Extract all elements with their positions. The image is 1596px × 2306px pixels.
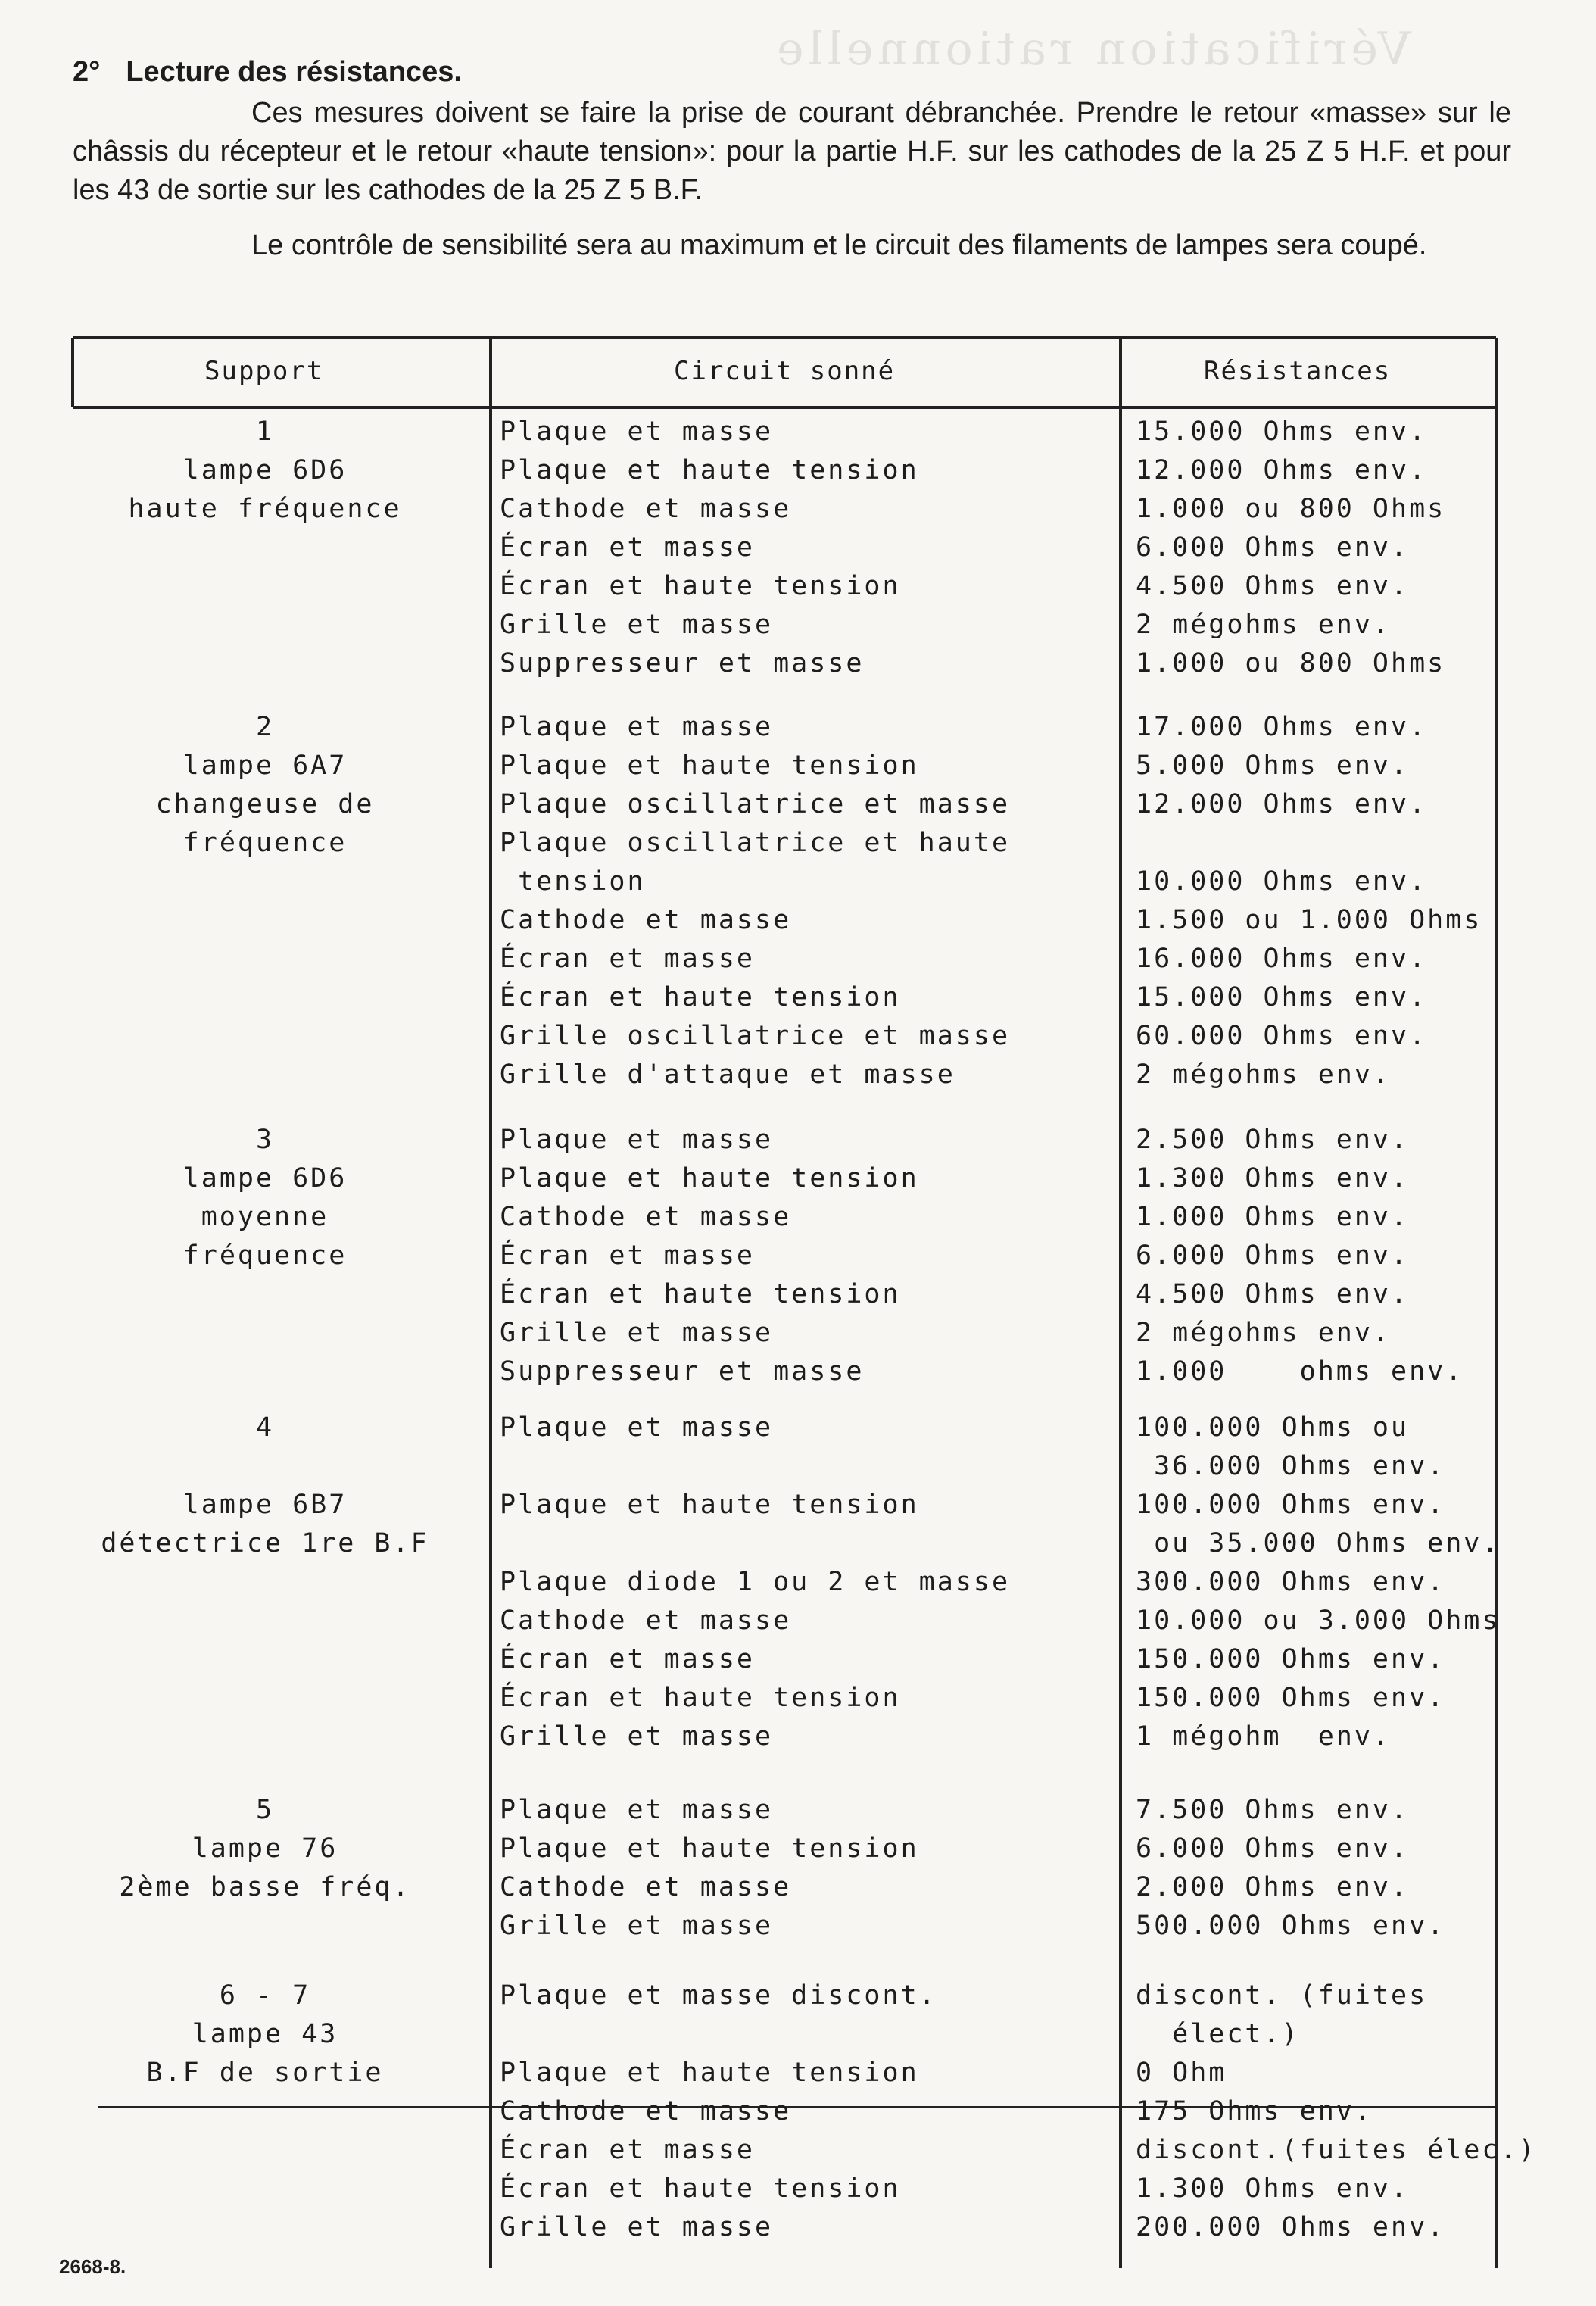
intro-text (73, 94, 1511, 282)
resistance-cell: 15.000 Ohms env. (1136, 417, 1428, 447)
support-cell: fréquence (182, 828, 348, 858)
resistance-cell: 2.000 Ohms env. (1136, 1872, 1410, 1902)
circuit-cell: Écran et haute tension (500, 571, 901, 601)
circuit-cell: Écran et haute tension (500, 1683, 901, 1713)
resistance-cell: 12.000 Ohms env. (1136, 789, 1428, 819)
resistance-cell: discont. (fuites (1136, 1980, 1428, 2011)
circuit-cell: Grille et masse (500, 2212, 774, 2242)
support-cell: 3 (255, 1125, 275, 1155)
circuit-cell: Grille oscillatrice et masse (500, 1021, 1011, 1051)
resistance-cell: 150.000 Ohms env. (1136, 1644, 1446, 1674)
support-cell: 2ème basse fréq. (119, 1872, 411, 1902)
support-cell: lampe 76 (192, 1833, 338, 1864)
circuit-cell: Plaque et masse (500, 1125, 774, 1155)
circuit-cell: Plaque et haute tension (500, 2058, 919, 2088)
support-cell: détectrice 1re B.F (101, 1528, 429, 1559)
intro-paragraph-1: Ces mesures doivent se faire la prise de courant débranchée. Prendre le retour «masse» sur le châssis du récepteur et le retour «haute tension»: pour la partie H.F. sur les cathodes de la 25 Z 5 H.F. et pour les 43 de sortie sur les cathodes de la 25 Z 5 B.F. (73, 97, 1511, 206)
circuit-cell: Plaque et masse discont. (500, 1980, 937, 2011)
resistance-cell: 1.000 ohms env. (1136, 1356, 1464, 1387)
header-resistance: Résistances (1204, 356, 1392, 386)
support-cell: lampe 6D6 (182, 1163, 348, 1194)
circuit-cell: Plaque et haute tension (500, 1833, 919, 1864)
resistance-cell: 4.500 Ohms env. (1136, 1279, 1410, 1309)
resistance-cell: 2 mégohms env. (1136, 610, 1392, 640)
support-cell: 2 (255, 712, 275, 742)
circuit-cell: Écran et haute tension (500, 1279, 901, 1309)
circuit-cell: tension (500, 866, 646, 897)
resistance-cell: 6.000 Ohms env. (1136, 1833, 1410, 1864)
resistance-cell: 12.000 Ohms env. (1136, 455, 1428, 485)
circuit-cell: Plaque et masse (500, 417, 774, 447)
resistance-cell: 2.500 Ohms env. (1136, 1125, 1410, 1155)
support-cell: changeuse de (155, 789, 375, 819)
support-cell: lampe 43 (192, 2019, 338, 2049)
circuit-cell: Grille d'attaque et masse (500, 1059, 955, 1090)
page-code: 2668-8. (59, 2255, 126, 2278)
circuit-cell: Plaque diode 1 ou 2 et masse (500, 1567, 1011, 1597)
resistance-cell: 6.000 Ohms env. (1136, 532, 1410, 563)
section-number: 2° (73, 56, 101, 88)
resistance-cell: 16.000 Ohms env. (1136, 944, 1428, 974)
circuit-cell: Plaque et haute tension (500, 455, 919, 485)
resistance-cell: 1 mégohm env. (1136, 1721, 1392, 1752)
resistance-cell: 1.000 ou 800 Ohms (1136, 494, 1446, 524)
circuit-cell: Grille et masse (500, 1721, 774, 1752)
resistance-cell: 175 Ohms env. (1136, 2096, 1373, 2127)
resistance-cell: élect.) (1136, 2019, 1300, 2049)
circuit-cell: Écran et masse (500, 1240, 756, 1271)
resistance-cell: 60.000 Ohms env. (1136, 1021, 1428, 1051)
resistance-cell: 1.000 ou 800 Ohms (1136, 648, 1446, 679)
section-heading (73, 56, 462, 89)
circuit-cell: Cathode et masse (500, 494, 792, 524)
circuit-cell: Cathode et masse (500, 2096, 792, 2127)
resistance-cell: 17.000 Ohms env. (1136, 712, 1428, 742)
circuit-cell: Plaque et haute tension (500, 1490, 919, 1520)
circuit-cell: Écran et masse (500, 944, 756, 974)
support-cell: 1 (255, 417, 275, 447)
support-cell: lampe 6A7 (182, 750, 348, 781)
support-cell: lampe 6B7 (182, 1490, 348, 1520)
resistance-cell: 15.000 Ohms env. (1136, 982, 1428, 1013)
resistance-cell: 4.500 Ohms env. (1136, 571, 1410, 601)
resistance-cell: 500.000 Ohms env. (1136, 1911, 1446, 1941)
resistance-cell: 5.000 Ohms env. (1136, 750, 1410, 781)
support-cell: 4 (255, 1412, 275, 1443)
intro-paragraph-2: Le contrôle de sensibilité sera au maximum et le circuit des filaments de lampes sera coupé. (251, 229, 1427, 261)
resistance-cell: 1.300 Ohms env. (1136, 1163, 1410, 1194)
support-cell: lampe 6D6 (182, 455, 348, 485)
circuit-cell: Plaque et masse (500, 1795, 774, 1825)
section-title: Lecture des résistances. (126, 56, 462, 88)
resistance-cell: 2 mégohms env. (1136, 1059, 1392, 1090)
support-cell: 6 - 7 (219, 1980, 311, 2011)
resistance-cell: 6.000 Ohms env. (1136, 1240, 1410, 1271)
support-cell: haute fréquence (128, 494, 402, 524)
circuit-cell: Écran et haute tension (500, 2173, 901, 2204)
resistance-cell: 36.000 Ohms env. (1136, 1451, 1446, 1481)
circuit-cell: Écran et masse (500, 532, 756, 563)
resistance-cell: 2 mégohms env. (1136, 1318, 1392, 1348)
support-cell: moyenne (201, 1202, 329, 1232)
resistance-cell: discont.(fuites élec.) (1136, 2135, 1537, 2165)
bleed-through-text: Vérification rationnelle (772, 23, 1411, 76)
circuit-cell: Grille et masse (500, 1911, 774, 1941)
circuit-cell: Plaque oscillatrice et haute (500, 828, 1011, 858)
circuit-cell: Écran et masse (500, 2135, 756, 2165)
circuit-cell: Écran et masse (500, 1644, 756, 1674)
circuit-cell: Plaque et masse (500, 712, 774, 742)
resistance-cell: 150.000 Ohms env. (1136, 1683, 1446, 1713)
circuit-cell: Écran et haute tension (500, 982, 901, 1013)
resistance-cell: 200.000 Ohms env. (1136, 2212, 1446, 2242)
circuit-cell: Cathode et masse (500, 1872, 792, 1902)
circuit-cell: Grille et masse (500, 1318, 774, 1348)
circuit-cell: Cathode et masse (500, 905, 792, 935)
header-support: Support (204, 356, 324, 386)
circuit-cell: Suppresseur et masse (500, 648, 865, 679)
circuit-cell: Plaque oscillatrice et masse (500, 789, 1011, 819)
circuit-cell: Cathode et masse (500, 1202, 792, 1232)
resistance-cell: 10.000 Ohms env. (1136, 866, 1428, 897)
circuit-cell: Plaque et masse (500, 1412, 774, 1443)
circuit-cell: Plaque et haute tension (500, 750, 919, 781)
circuit-cell: Grille et masse (500, 610, 774, 640)
circuit-cell: Plaque et haute tension (500, 1163, 919, 1194)
resistance-cell: 300.000 Ohms env. (1136, 1567, 1446, 1597)
circuit-cell: Suppresseur et masse (500, 1356, 865, 1387)
resistance-cell: 100.000 Ohms env. (1136, 1490, 1446, 1520)
support-cell: 5 (255, 1795, 275, 1825)
resistance-cell: ou 35.000 Ohms env. (1136, 1528, 1501, 1559)
support-cell: fréquence (182, 1240, 348, 1271)
header-circuit: Circuit sonné (674, 356, 896, 386)
resistance-cell: 10.000 ou 3.000 Ohms (1136, 1605, 1501, 1636)
resistance-cell: 100.000 Ohms ou (1136, 1412, 1410, 1443)
support-cell: B.F de sortie (146, 2058, 384, 2088)
circuit-cell: Cathode et masse (500, 1605, 792, 1636)
resistance-cell: 1.500 ou 1.000 Ohms (1136, 905, 1482, 935)
resistance-cell: 1.000 Ohms env. (1136, 1202, 1410, 1232)
resistance-cell: 0 Ohm (1136, 2058, 1227, 2088)
resistance-cell: 7.500 Ohms env. (1136, 1795, 1410, 1825)
resistance-cell: 1.300 Ohms env. (1136, 2173, 1410, 2204)
